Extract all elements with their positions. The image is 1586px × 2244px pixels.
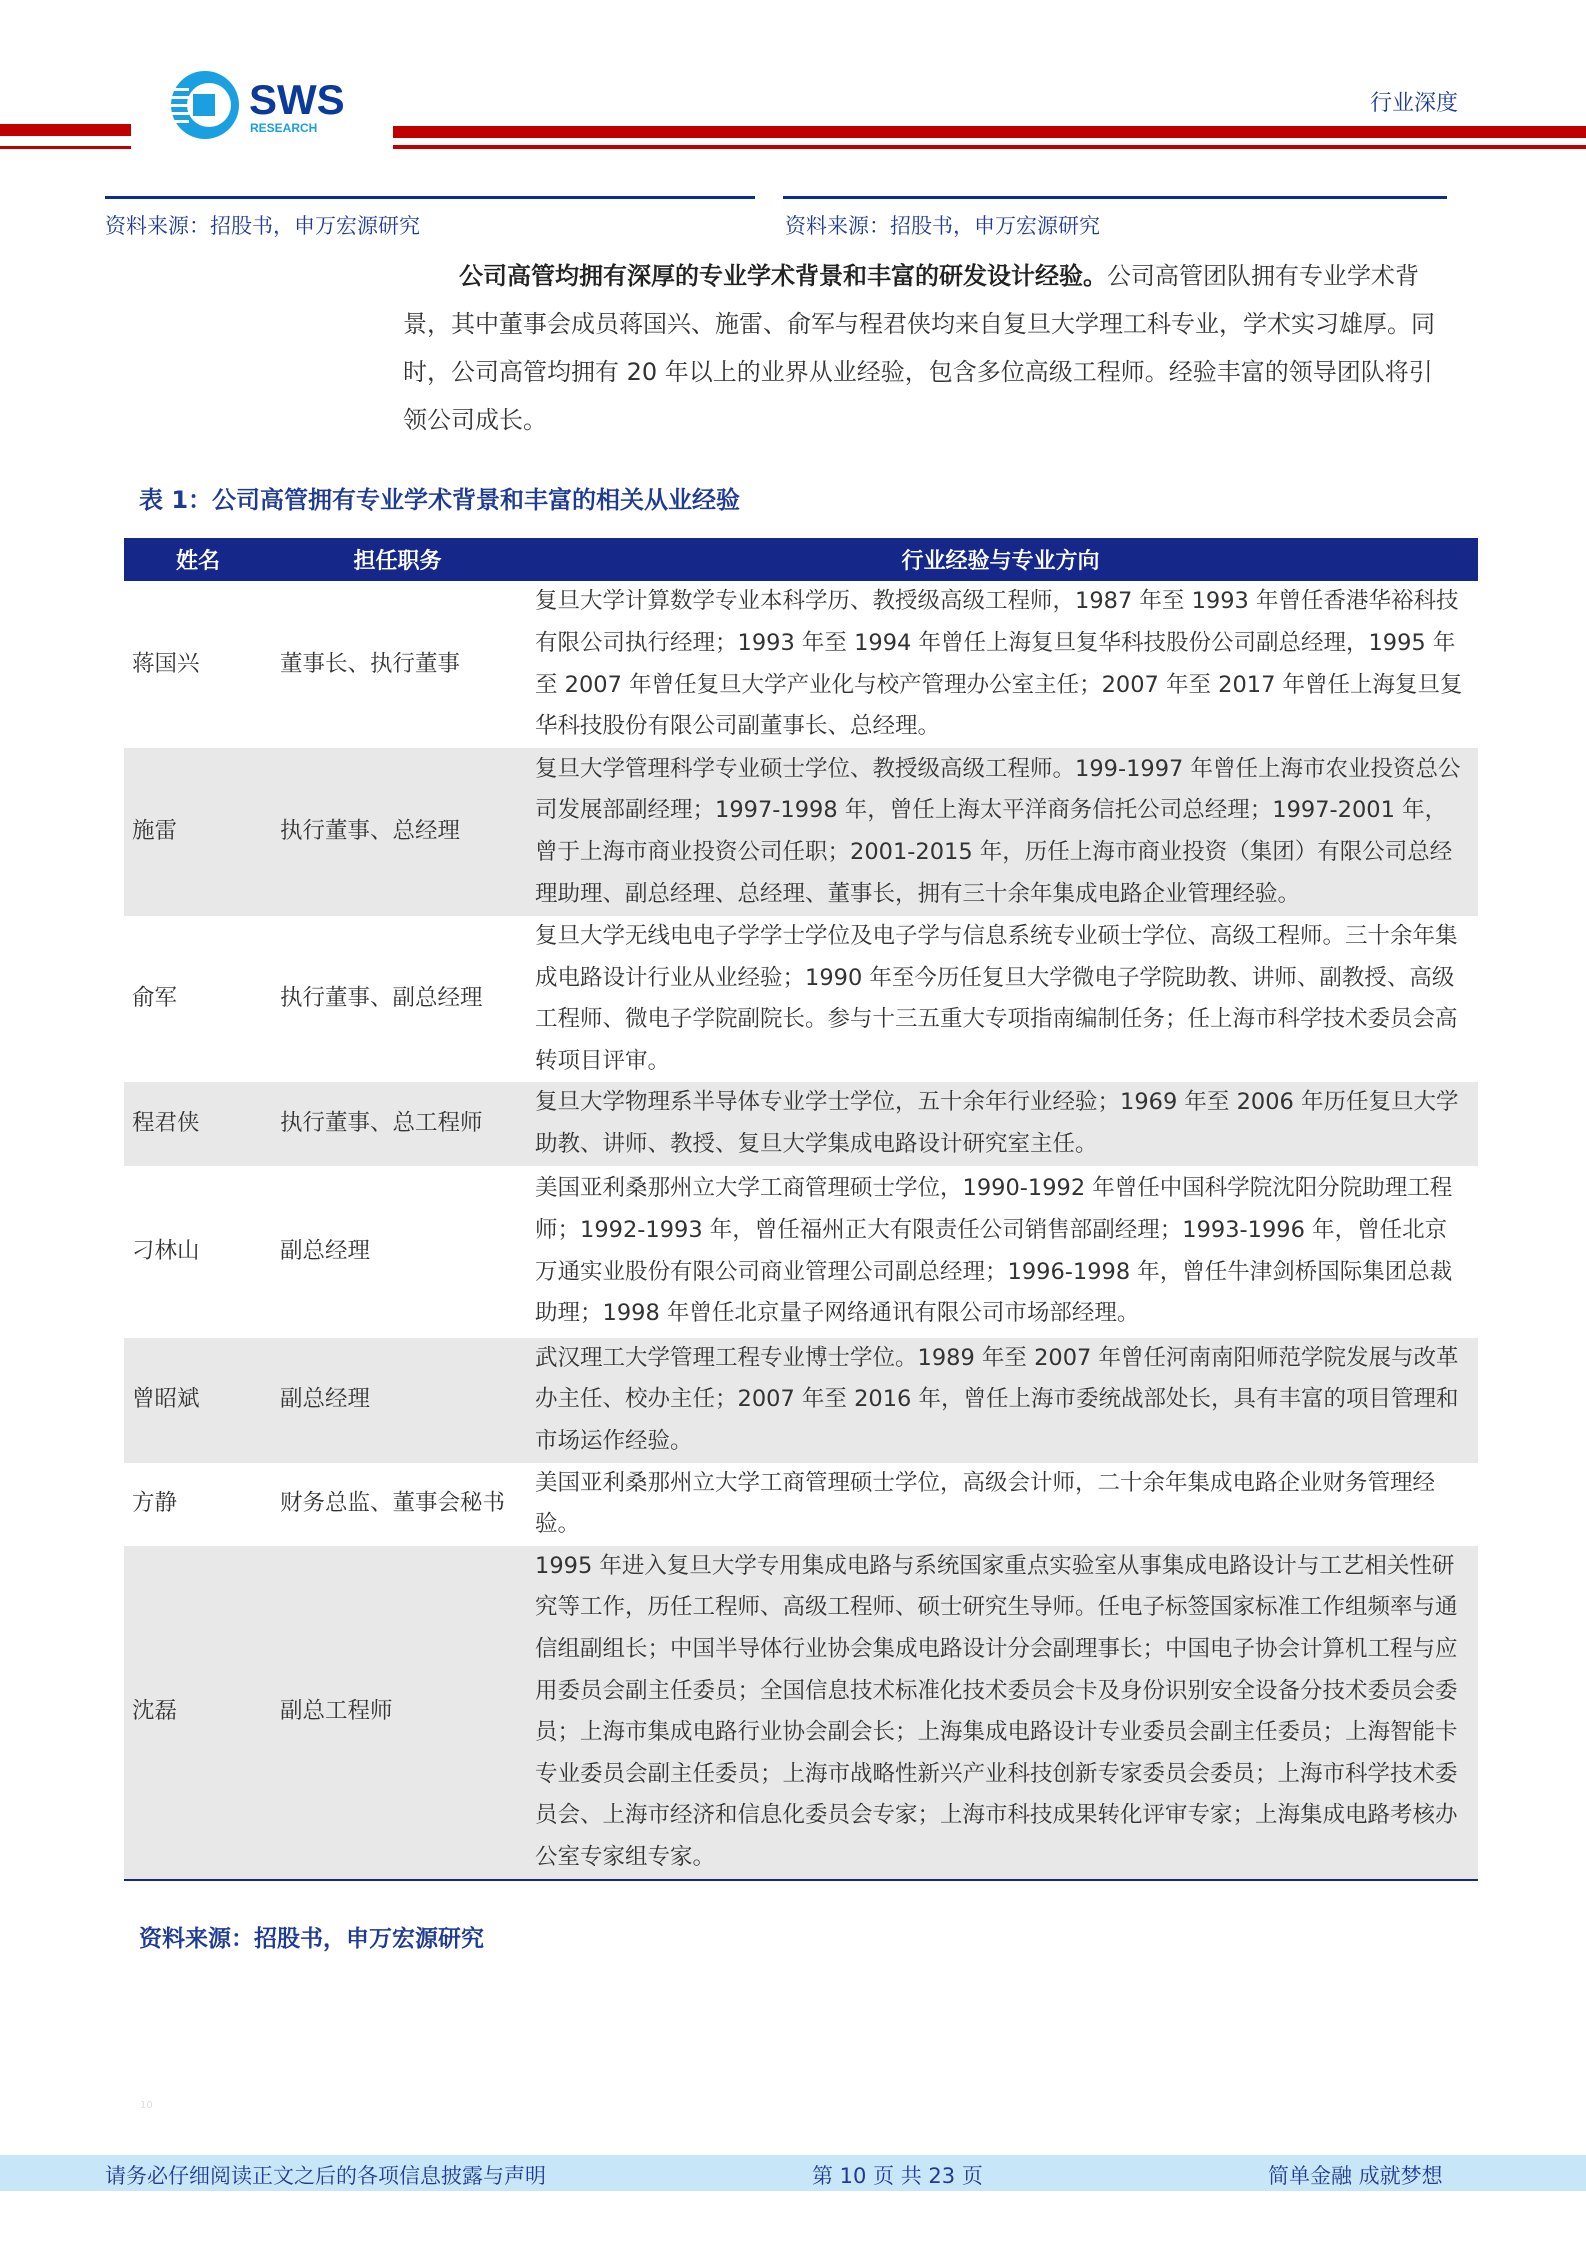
cell-experience: 美国亚利桑那州立大学工商管理硕士学位，1990-1992 年曾任中国科学院沈阳分院助理工程师；1992-1993 年，曾任福州正大有限责任公司销售部副经理；1993-1996 年，曾任北京万通实业股份有限公司商业管理公司副总经理；1996-1998 年，曾任牛津剑桥国际集团总裁助理；1998 年曾任北京量子网络通讯有限公司市场部经理。 <box>535 1175 1453 1327</box>
cell-name: 沈磊 <box>124 1546 272 1880</box>
footer-page-number: 第 10 页 共 23 页 <box>812 2164 983 2188</box>
header-red-line-right <box>393 145 1586 149</box>
table-source-note: 资料来源：招股书，申万宏源研究 <box>139 1926 484 1952</box>
table-row <box>124 1546 1478 1880</box>
footer-bar <box>0 2155 1586 2191</box>
cell-experience: 复旦大学管理科学专业硕士学位、教授级高级工程师。199-1997 年曾任上海市农业投资总公司发展部副经理；1997-1998 年，曾任上海太平洋商务信托公司总经理；1997-2001 年，曾于上海市商业投资公司任职；2001-2015 年，历任上海市商业投资（集团）有限公司总经理助理、副总经理、总经理、董事长，拥有三十余年集成电路企业管理经验。 <box>523 748 1478 916</box>
cell-name: 施雷 <box>124 748 272 916</box>
table-row <box>124 1166 1478 1338</box>
table-row <box>124 916 1478 1082</box>
table-title: 表 1：公司高管拥有专业学术背景和丰富的相关从业经验 <box>139 486 741 514</box>
table-row <box>124 1338 1478 1463</box>
cell-role: 董事长、执行董事 <box>280 650 461 677</box>
cell-role: 执行董事、副总经理 <box>280 985 483 1012</box>
cell-name: 刁林山 <box>132 1237 200 1264</box>
svg-text:RESEARCH: RESEARCH <box>250 121 318 135</box>
cell-role: 副总工程师 <box>272 1546 523 1880</box>
table-header-row <box>124 538 1478 581</box>
paragraph-lead: 公司高管均拥有深厚的专业学术背景和丰富的研发设计经验。 <box>459 262 1107 290</box>
page-marker: 10 <box>140 2100 153 2111</box>
svg-text:SWS: SWS <box>249 76 345 123</box>
header-red-bar-left <box>0 124 131 136</box>
cell-experience: 美国亚利桑那州立大学工商管理硕士学位，高级会计师，二十余年集成电路企业财务管理经验。 <box>535 1469 1436 1538</box>
header-experience: 行业经验与专业方向 <box>523 538 1478 581</box>
footer-slogan: 简单金融 成就梦想 <box>1268 2164 1443 2188</box>
body-paragraph <box>403 252 1443 444</box>
cell-experience: 复旦大学无线电电子学学士学位及电子学与信息系统专业硕士学位、高级工程师。三十余年集成电路设计行业从业经验；1990 年至今历任复旦大学微电子学院助教、讲师、副教授、高级工程师、微电子学院副院长。参与十三五重大专项指南编制任务；任上海市科学技术委员会高转项目评审。 <box>535 923 1458 1074</box>
sws-logo <box>165 66 365 144</box>
source-note-right: 资料来源：招股书，申万宏源研究 <box>785 214 1100 238</box>
cell-experience: 1995 年进入复旦大学专用集成电路与系统国家重点实验室从事集成电路设计与工艺相关性研究等工作，历任工程师、高级工程师、硕士研究生导师。任电子标签国家标准工作组频率与通信组副组长；中国半导体行业协会集成电路设计分会副理事长；中国电子协会计算机工程与应用委员会副主任委员；全国信息技术标准化技术委员会卡及身份识别安全设备分技术委员会委员；上海市集成电路行业协会副会长；上海集成电路设计专业委员会副主任委员；上海智能卡专业委员会副主任委员；上海市战略性新兴产业科技创新专家委员会委员；上海市科学技术委员会、上海市经济和信息化委员会专家；上海市科技成果转化评审专家；上海集成电路考核办公室专家组专家。 <box>523 1546 1478 1880</box>
cell-role: 执行董事、总工程师 <box>272 1082 523 1165</box>
header-red-bar-right <box>393 126 1586 138</box>
table-row <box>124 748 1478 916</box>
divider-left <box>105 196 755 199</box>
paragraph-text: 公司高管团队拥有专业学术背景，其中董事会成员蒋国兴、施雷、俞军与程君侠均来自复旦大学理工科专业，学术实习雄厚。同时，公司高管均拥有 20 年以上的业界从业经验，包含多位高级工程师。经验丰富的领导团队将引领公司成长。 <box>403 262 1435 434</box>
cell-role: 执行董事、总经理 <box>272 748 523 916</box>
footer-disclaimer: 请务必仔细阅读正文之后的各项信息披露与声明 <box>105 2164 546 2188</box>
cell-experience: 复旦大学计算数学专业本科学历、教授级高级工程师，1987 年至 1993 年曾任香港华裕科技有限公司执行经理；1993 年至 1994 年曾任上海复旦复华科技股份公司副总经理，1995 年至 2007 年曾任复旦大学产业化与校产管理办公室主任；2007 年至 2017 年曾任上海复旦复华科技股份有限公司副董事长、总经理。 <box>535 588 1463 740</box>
table-row <box>124 1082 1478 1165</box>
header-name: 姓名 <box>124 538 272 581</box>
cell-role: 财务总监、董事会秘书 <box>280 1490 506 1517</box>
source-note-left: 资料来源：招股书，申万宏源研究 <box>105 214 420 238</box>
executives-table <box>124 538 1478 1881</box>
report-type-tag: 行业深度 <box>1370 91 1459 116</box>
table-row <box>124 1463 1478 1546</box>
cell-experience: 武汉理工大学管理工程专业博士学位。1989 年至 2007 年曾任河南南阳师范学院发展与改革办主任、校办主任；2007 年至 2016 年，曾任上海市委统战部处长，具有丰富的项目管理和市场运作经验。 <box>523 1338 1478 1463</box>
cell-name: 程君侠 <box>124 1082 272 1165</box>
cell-name: 蒋国兴 <box>132 650 200 677</box>
cell-role: 副总经理 <box>272 1338 523 1463</box>
header-red-line-left <box>0 146 131 149</box>
cell-experience: 复旦大学物理系半导体专业学士学位，五十余年行业经验；1969 年至 2006 年历任复旦大学助教、讲师、教授、复旦大学集成电路设计研究室主任。 <box>523 1082 1478 1165</box>
cell-name: 方静 <box>132 1490 178 1517</box>
divider-right <box>783 196 1447 199</box>
cell-role: 副总经理 <box>280 1237 371 1264</box>
header-role: 担任职务 <box>272 538 523 581</box>
cell-name: 曾昭斌 <box>124 1338 272 1463</box>
table-row <box>124 581 1478 748</box>
cell-name: 俞军 <box>132 985 178 1012</box>
